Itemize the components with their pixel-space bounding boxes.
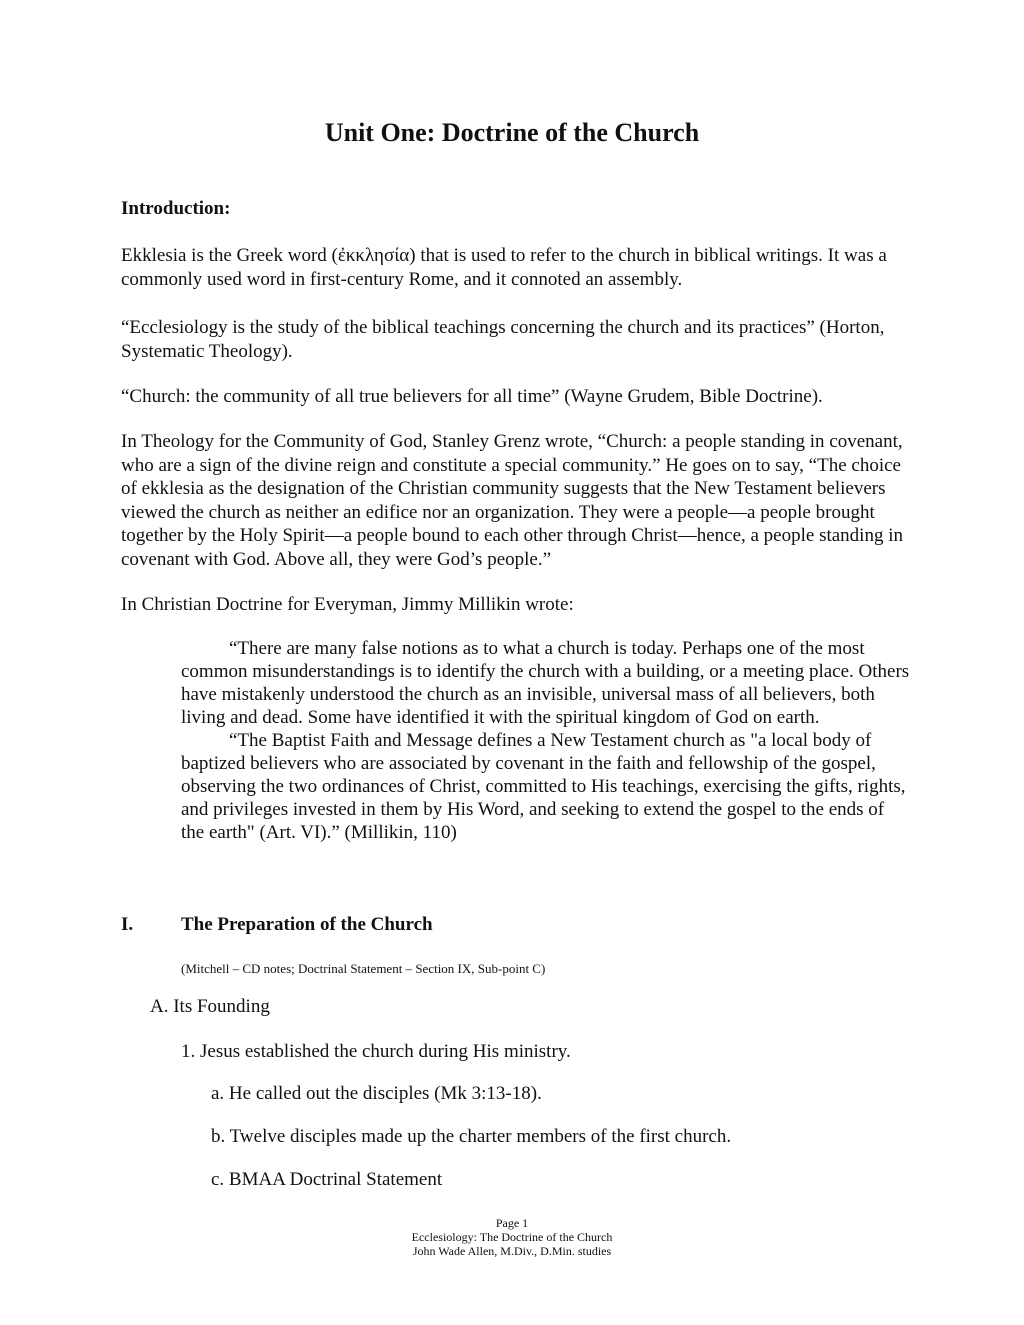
paragraph-ekklesia: Ekklesia is the Greek word (ἐκκλησία) that is used to refer to the church in biblical writings. It was a commonly used word in first-century Rome, and it connoted an assembly. [121, 245, 887, 290]
footer-author: John Wade Allen, M.Div., D.Min. studies [412, 1244, 612, 1258]
block-quote [181, 637, 911, 844]
section-number: I. [121, 914, 134, 935]
section-reference: (Mitchell – CD notes; Doctrinal Statement – Section IX, Sub-point C) [181, 961, 546, 976]
quote-paragraph: “The Baptist Faith and Message defines a New Testament church as "a local body of baptized believers who are associated by covenant in the faith and fellowship of the gospel, observing the two ordinances of Christ, committed to His teachings, exercising the gifts, rights, and privileges invested in them by His Word, and seeking to extend the gospel to the ends of the earth" (Art. VI).” (Millikin, 110) [181, 730, 906, 843]
paragraph-grenz-quote: In Theology for the Community of God, Stanley Grenz wrote, “Church: a people standing in covenant, who are a sign of the divine reign and constitute a special community.” He goes on to say, “The choice of ekklesia as the designation of the Christian community suggests that the New Testament believers viewed the church as neither an edifice nor an organization. They were a people—a people brought together by the Holy Spirit—a people bound to each other through Christ—hence, a people standing in covenant with God. Above all, they were God’s people.” [121, 431, 903, 570]
quote-paragraph: “There are many false notions as to what a church is today. Perhaps one of the most common misunderstandings is to identify the church with a building, or a meeting place. Others have mistakenly understood the church as an invisible, universal mass of all believers, both living and dead. Some have identified it with the spiritual kingdom of God on earth. [181, 638, 910, 728]
page-title: Unit One: Doctrine of the Church [324, 118, 700, 147]
outline-item-b: b. Twelve disciples made up the charter members of the first church. [211, 1126, 732, 1147]
outline-item-a: a. He called out the disciples (Mk 3:13-18). [211, 1083, 542, 1104]
outline-item-1: 1. Jesus established the church during His ministry. [181, 1041, 571, 1062]
paragraph-millikin-intro: In Christian Doctrine for Everyman, Jimmy Millikin wrote: [121, 594, 574, 615]
paragraph-grudem-quote: “Church: the community of all true believers for all time” (Wayne Grudem, Bible Doctrine). [121, 386, 823, 407]
footer-course-title: Ecclesiology: The Doctrine of the Church [411, 1230, 613, 1244]
footer-page-number: Page 1 [495, 1216, 529, 1230]
paragraph-ecclesiology-definition: “Ecclesiology is the study of the biblical teachings concerning the church and its practices” (Horton, Systematic Theology). [121, 317, 885, 362]
outline-item-a-upper: A. Its Founding [150, 996, 270, 1017]
section-title: The Preparation of the Church [181, 914, 433, 935]
outline-item-c: c. BMAA Doctrinal Statement [211, 1169, 443, 1190]
intro-heading: Introduction: [121, 198, 231, 219]
